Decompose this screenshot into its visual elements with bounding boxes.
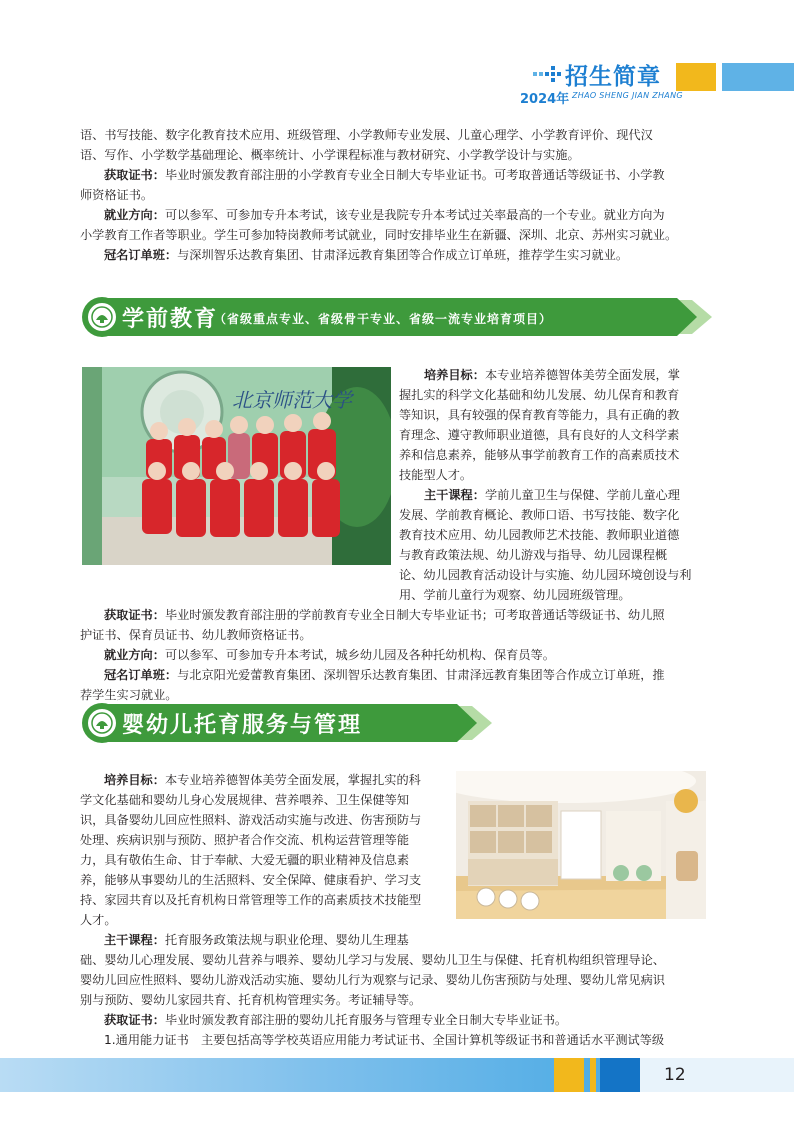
brochure-pinyin: ZHAO SHENG JIAN ZHANG: [572, 91, 683, 100]
preschool-order-text: 与北京阳光爱蕾教育集团、深圳智乐达教育集团、甘肃泽远教育集团等合作成立订单班，推: [177, 668, 665, 682]
infant-course-line3: 婴幼儿回应性照料、婴幼儿游戏活动实施、婴幼儿行为观察与记录、婴幼儿伤害预防与处理、婴幼儿常见病识: [80, 973, 665, 987]
infant-goal-line7: 持、家园共育以及托育机构日常管理等工作的高素质技术技能型: [80, 893, 422, 907]
infant-course-text1: 托育服务政策法规与职业伦理、婴幼儿生理基: [164, 933, 409, 947]
preschool-goal-line6: 技能型人才。: [399, 468, 473, 482]
preschool-goal-line2: 握扎实的科学文化基础和幼儿发展、幼儿保育和教育: [399, 388, 680, 402]
intro-job-text2: 小学教育工作者等职业。学生可参加特岗教师考试就业，同时安排毕业生在新疆、深圳、北京、苏州实习就业。: [80, 228, 678, 242]
infant-cert-item1: 1.通用能力证书 主要包括高等学校英语应用能力考试证书、全国计算机等级证书和普通话水平测试等级: [104, 1033, 665, 1047]
intro-job: [104, 206, 724, 226]
preschool-goal-line4: 育理念、遵守教师职业道德，具有良好的人文科学素: [399, 428, 680, 442]
preschool-cert: [104, 606, 719, 626]
preschool-cert-label: 获取证书：: [104, 608, 165, 622]
intro-courses-line1: 语、书写技能、数字化教育技术应用、班级管理、小学教师专业发展、儿童心理学、小学教育评价、现代汉: [80, 128, 653, 142]
preschool-job-label: 就业方向：: [104, 648, 165, 662]
infant-cert-label: 获取证书：: [104, 1013, 165, 1027]
photo-sign-text: 北京师范大学: [232, 388, 352, 412]
infant-goal-line5: 力，具有敬佑生命、甘于奉献、大爱无疆的职业精神及信息素: [80, 853, 410, 867]
preschool-goal-line3: 等知识，具有较强的保育教育等能力，具有正确的教: [399, 408, 680, 422]
infant-goal-line3: 识，具备婴幼儿回应性照料、游戏活动实施与改进、伤害预防与: [80, 813, 422, 827]
intro-order-text: 与深圳智乐达教育集团、甘肃泽远教育集团等合作成立订单班，推荐学生实习就业。: [177, 248, 629, 262]
preschool-goal-text1: 本专业培养德智体美劳全面发展，掌: [484, 368, 680, 382]
page-number: 12: [664, 1065, 686, 1085]
intro-cert-text: 毕业时颁发教育部注册的小学教育专业全日制大专毕业证书。可考取普通话等级证书、小学教: [164, 168, 665, 182]
header-accent-orange: [676, 63, 716, 91]
infant-goal-line6: 养，能够从事婴幼儿的生活照料、安全保障、健康看护、学习支: [80, 873, 422, 887]
intro-job-text: 可以参军、可参加专升本考试，该专业是我院专升本考试过关率最高的一个专业。就业方向为: [164, 208, 665, 222]
preschool-course-line3: 教育技术应用、幼儿园教师艺术技能、教师职业道德: [399, 528, 680, 542]
intro-cert-text2: 师资格证书。: [80, 188, 154, 202]
header-accent-blue: [722, 63, 794, 91]
footer-accent-blue: [600, 1058, 640, 1092]
preschool-cert-text2: 护证书、保育员证书、幼儿教师资格证书。: [80, 628, 312, 642]
section-subtitle-preschool: （省级重点专业、省级骨干专业、省级一流专业培育项目）: [214, 312, 553, 326]
preschool-job: [104, 646, 719, 666]
footer-accent-orange-thin: [590, 1058, 596, 1092]
preschool-course-label: 主干课程：: [424, 488, 485, 502]
preschool-order-text2: 荐学生实习就业。: [80, 688, 178, 702]
preschool-course-text1: 学前儿童卫生与保健、学前儿童心理: [484, 488, 680, 502]
college-logo-icon: [86, 301, 118, 333]
preschool-order-label: 冠名订单班：: [104, 668, 178, 682]
students-group-photo: [82, 367, 391, 565]
preschool-course-line5: 论、幼儿园教育活动设计与实施、幼儿园环境创设与利: [399, 568, 692, 582]
preschool-goal-line1: [424, 366, 716, 386]
intro-cert-label: 获取证书：: [104, 168, 165, 182]
nursery-room-photo: [456, 771, 706, 919]
infant-goal-text1: 本专业培养德智体美劳全面发展，掌握扎实的科: [164, 773, 421, 787]
infant-course-line4: 别与预防、婴幼儿家园共育、托育机构管理实务。考证辅导等。: [80, 993, 422, 1007]
arrow-dots-icon: [533, 64, 563, 84]
infant-goal-line8: 人才。: [80, 913, 117, 927]
infant-goal-line4: 处理、疾病识别与预防、照护者合作交流、机构运营管理等能: [80, 833, 410, 847]
intro-order: [104, 246, 724, 266]
infant-cert: [104, 1011, 719, 1031]
intro-cert: [104, 166, 724, 186]
intro-order-label: 冠名订单班：: [104, 248, 178, 262]
brochure-year: 2024年: [520, 92, 570, 107]
infant-cert-text: 毕业时颁发教育部注册的婴幼儿托育服务与管理专业全日制大专毕业证书。: [164, 1013, 568, 1027]
preschool-course-line4: 与教育政策法规、幼儿游戏与指导、幼儿园课程概: [399, 548, 668, 562]
footer-accent-orange: [554, 1058, 584, 1092]
section-title-preschool: 学前教育: [122, 307, 219, 332]
preschool-course-line6: 用、学前儿童行为观察、幼儿园班级管理。: [399, 588, 631, 602]
brochure-title: 招生简章: [565, 64, 661, 90]
intro-job-label: 就业方向：: [104, 208, 165, 222]
college-logo-icon: [86, 707, 118, 739]
infant-course-label: 主干课程：: [104, 933, 165, 947]
preschool-goal-line5: 养和信息素养，能够从事学前教育工作的高素质技术: [399, 448, 680, 462]
preschool-job-text: 可以参军、可参加专升本考试，城乡幼儿园及各种托幼机构、保育员等。: [164, 648, 555, 662]
preschool-goal-label: 培养目标：: [424, 368, 485, 382]
infant-course-line2: 础、婴幼儿心理发展、婴幼儿营养与喂养、婴幼儿学习与发展、婴幼儿卫生与保健、托育机构组织管理导论、: [80, 953, 665, 967]
infant-goal-line1: [104, 771, 448, 791]
section-title-infant-care: 婴幼儿托育服务与管理: [122, 713, 363, 738]
intro-courses-line2: 语、写作、小学数学基础理论、概率统计、小学课程标准与教材研究、小学教学设计与实施。: [80, 148, 580, 162]
infant-goal-label: 培养目标：: [104, 773, 165, 787]
infant-course-line1: [104, 931, 719, 951]
preschool-order: [104, 666, 719, 686]
infant-goal-line2: 学文化基础和婴幼儿身心发展规律、营养喂养、卫生保健等知: [80, 793, 410, 807]
preschool-cert-text: 毕业时颁发教育部注册的学前教育专业全日制大专毕业证书；可考取普通话等级证书、幼儿照: [164, 608, 665, 622]
preschool-course-line2: 发展、学前教育概论、教师口语、书写技能、数字化: [399, 508, 680, 522]
preschool-course-line1: [424, 486, 716, 506]
